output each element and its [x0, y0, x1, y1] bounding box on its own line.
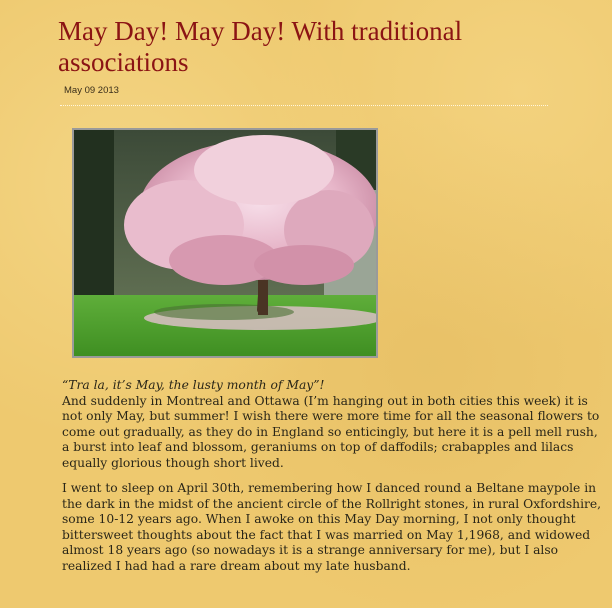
post-body	[62, 378, 602, 584]
paragraph-1: And suddenly in Montreal and Ottawa (I’m hanging out in both cities this week) it is not only May, but summer! I wish there were more time for all the seasonal flowers to come out gradually, as they do in England so enticingly, but here it is a pell mell rush, a burst into leaf and blossom, geraniums on top of daffodils; crabapples and lilacs equally glorious though short lived.	[62, 393, 600, 470]
post-title[interactable]: May Day! May Day! With traditional associations	[58, 16, 463, 77]
post-photo	[72, 128, 378, 358]
opening-quote: “Tra la, it’s May, the lusty month of May”!	[62, 378, 325, 392]
divider	[60, 105, 548, 106]
post-date: May 09 2013	[64, 85, 119, 96]
paragraph-2: I went to sleep on April 30th, remembering how I danced round a Beltane maypole in the dark in the midst of the ancient circle of the Rollright stones, in rural Oxfordshire, some 10-12 years ago. When I awoke on this May Day morning, I not only thought bittersweet thoughts about the fact that I was married on May 1,1968, and widowed almost 18 years ago (so nowadays it is a strange anniversary for me), but I also realized I had had a rare dream about my late husband.	[62, 481, 602, 573]
magnolia-tree-photo-icon	[74, 130, 376, 356]
